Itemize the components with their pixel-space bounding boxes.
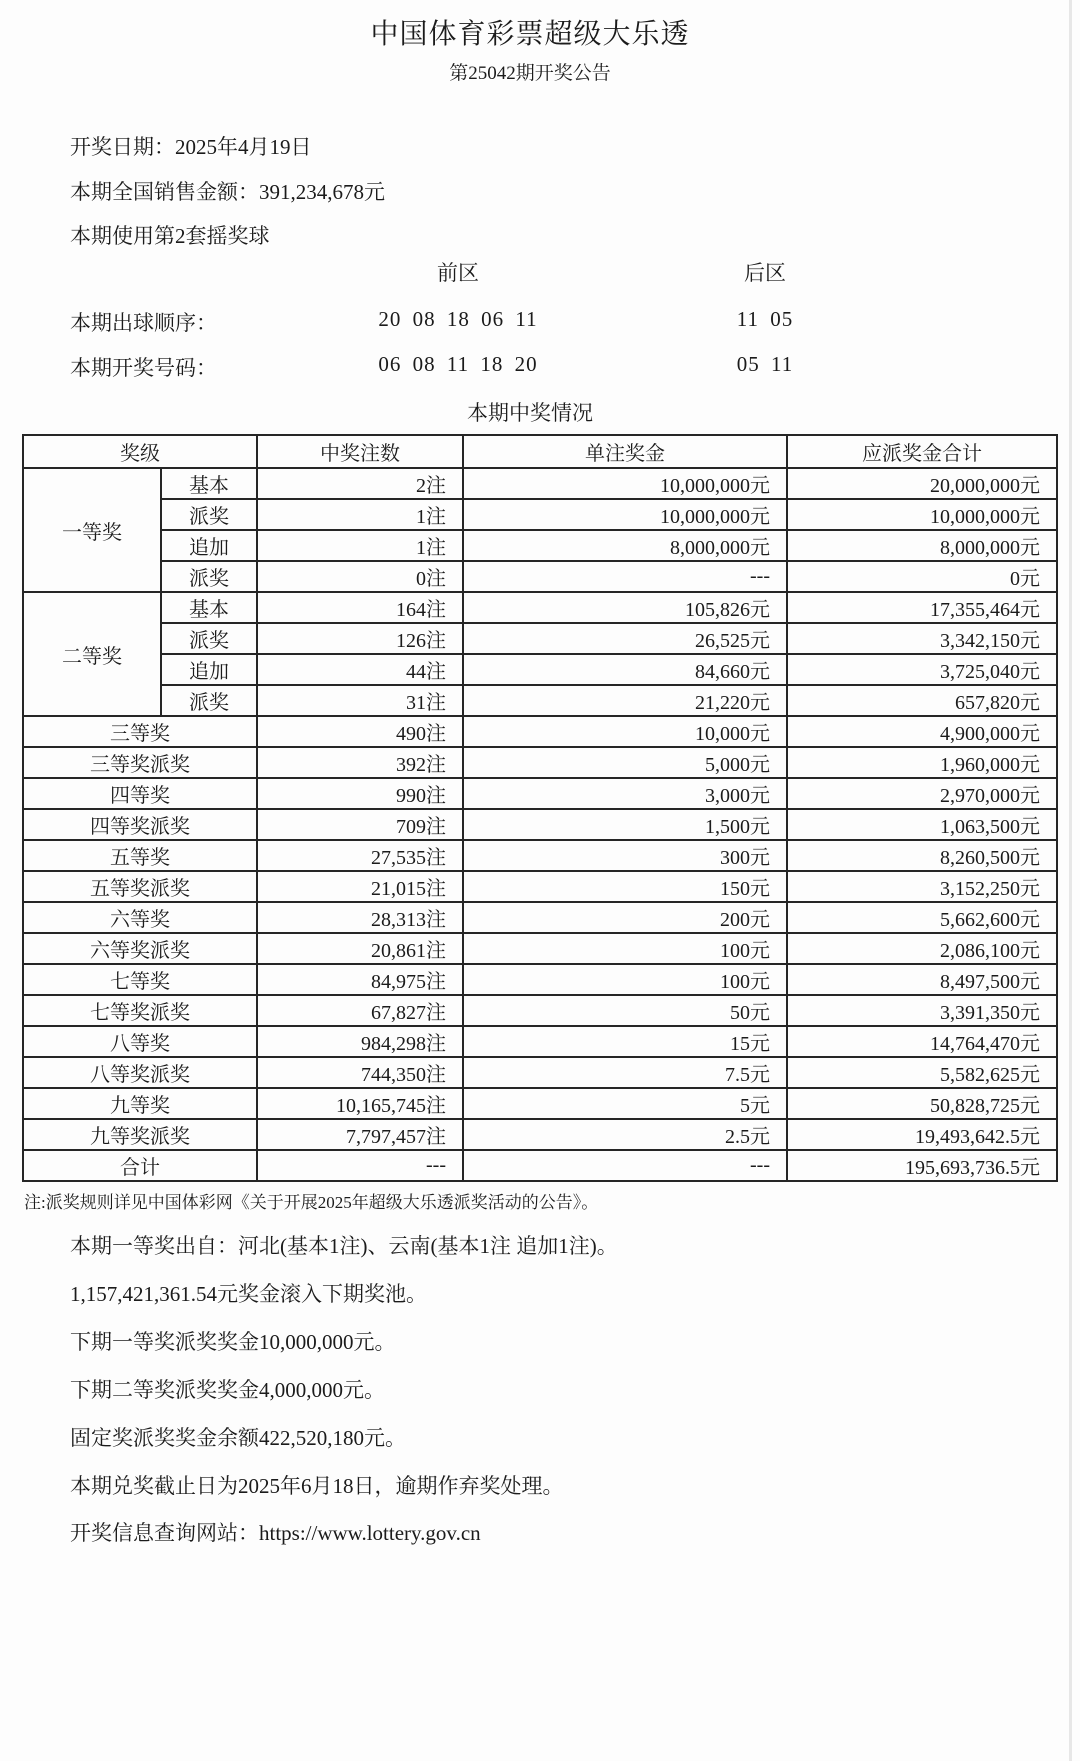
prize-value-cell: --- [463, 1150, 787, 1181]
prize-column-header: 单注奖金 [463, 435, 787, 468]
prize-table-row [23, 530, 1057, 561]
prize-label-cell: 三等奖 [23, 716, 257, 747]
prize-value-cell: --- [463, 561, 787, 592]
prize-table-row [23, 840, 1057, 871]
prize-value-cell: 657,820元 [787, 685, 1057, 716]
prize-value-cell: 7,797,457注 [257, 1119, 463, 1150]
winning-numbers-front: 06 08 11 18 20 [378, 352, 538, 376]
prize-label-cell: 八等奖 [23, 1026, 257, 1057]
prize-label-cell: 三等奖派奖 [23, 747, 257, 778]
prize-value-cell: 5,662,600元 [787, 902, 1057, 933]
prize-value-cell: 0元 [787, 561, 1057, 592]
prize-table-row [23, 1057, 1057, 1088]
prize-value-cell: 10,165,745注 [257, 1088, 463, 1119]
prize-table-row [23, 995, 1057, 1026]
prize-value-cell: 2,086,100元 [787, 933, 1057, 964]
prize-label-cell: 派奖 [161, 499, 257, 530]
prize-value-cell: 105,826元 [463, 592, 787, 623]
prize-table-header-row [23, 435, 1057, 468]
prize-value-cell: 84,975注 [257, 964, 463, 995]
sales-amount-line: 本期全国销售金额：391,234,678元 [70, 180, 385, 204]
prize-column-header: 奖级 [23, 435, 257, 468]
page-edge-divider [1069, 0, 1072, 1761]
prize-value-cell: 10,000,000元 [463, 468, 787, 499]
prize-value-cell: 21,015注 [257, 871, 463, 902]
prize-value-cell: 2,970,000元 [787, 778, 1057, 809]
prize-label-cell: 八等奖派奖 [23, 1057, 257, 1088]
prize-table-row [23, 1026, 1057, 1057]
draw-date-line: 开奖日期：2025年4月19日 [70, 135, 312, 159]
prize-value-cell: 0注 [257, 561, 463, 592]
prize-label-cell: 一等奖 [23, 468, 161, 592]
next-first-prize-bonus: 下期一等奖派奖奖金10,000,000元。 [70, 1330, 396, 1354]
prize-value-cell: 31注 [257, 685, 463, 716]
prize-value-cell: 709注 [257, 809, 463, 840]
prize-label-cell: 四等奖 [23, 778, 257, 809]
prize-label-cell: 追加 [161, 654, 257, 685]
prize-value-cell: 3,342,150元 [787, 623, 1057, 654]
prize-value-cell: 10,000元 [463, 716, 787, 747]
prize-value-cell: 44注 [257, 654, 463, 685]
back-zone-label: 后区 [744, 261, 786, 285]
prize-value-cell: 4,900,000元 [787, 716, 1057, 747]
prize-value-cell: 15元 [463, 1026, 787, 1057]
prize-label-cell: 六等奖派奖 [23, 933, 257, 964]
prize-table-row [23, 871, 1057, 902]
prize-table-head [23, 435, 1057, 468]
prize-value-cell: 100元 [463, 964, 787, 995]
prize-value-cell: 3,725,040元 [787, 654, 1057, 685]
prize-label-cell: 五等奖 [23, 840, 257, 871]
prize-value-cell: 2注 [257, 468, 463, 499]
prize-value-cell: 300元 [463, 840, 787, 871]
prize-table-row [23, 716, 1057, 747]
prize-table-row [23, 809, 1057, 840]
prize-value-cell: 150元 [463, 871, 787, 902]
prize-table-row [23, 778, 1057, 809]
prize-table-body [23, 468, 1057, 1181]
prize-value-cell: 990注 [257, 778, 463, 809]
prize-table-row [23, 964, 1057, 995]
prize-section-title: 本期中奖情况 [467, 401, 593, 425]
prize-value-cell: 50,828,725元 [787, 1088, 1057, 1119]
prize-value-cell: 1,063,500元 [787, 809, 1057, 840]
prize-value-cell: 10,000,000元 [463, 499, 787, 530]
prize-label-cell: 派奖 [161, 561, 257, 592]
draw-order-front-numbers: 20 08 18 06 11 [378, 307, 538, 331]
prize-label-cell: 七等奖派奖 [23, 995, 257, 1026]
prize-table-row [23, 623, 1057, 654]
prize-table-row [23, 1119, 1057, 1150]
prize-label-cell: 二等奖 [23, 592, 161, 716]
prize-value-cell: 1注 [257, 530, 463, 561]
prize-value-cell: 20,000,000元 [787, 468, 1057, 499]
prize-value-cell: 8,260,500元 [787, 840, 1057, 871]
prize-value-cell: 392注 [257, 747, 463, 778]
prize-value-cell: 100元 [463, 933, 787, 964]
prize-label-cell: 派奖 [161, 623, 257, 654]
prize-label-cell: 四等奖派奖 [23, 809, 257, 840]
prize-value-cell: 84,660元 [463, 654, 787, 685]
prize-value-cell: 984,298注 [257, 1026, 463, 1057]
prize-label-cell: 追加 [161, 530, 257, 561]
prize-table-row [23, 1088, 1057, 1119]
ball-set-line: 本期使用第2套摇奖球 [70, 224, 270, 248]
prize-label-cell: 六等奖 [23, 902, 257, 933]
prize-table [22, 434, 1058, 1182]
prize-column-header: 应派奖金合计 [787, 435, 1057, 468]
prize-table-row [23, 561, 1057, 592]
prize-table-row [23, 902, 1057, 933]
prize-value-cell: 8,000,000元 [787, 530, 1057, 561]
prize-label-cell: 九等奖 [23, 1088, 257, 1119]
prize-column-header: 中奖注数 [257, 435, 463, 468]
prize-value-cell: 5,000元 [463, 747, 787, 778]
prize-value-cell: 21,220元 [463, 685, 787, 716]
rollover-amount: 1,157,421,361.54元奖金滚入下期奖池。 [70, 1282, 427, 1306]
prize-table-row [23, 499, 1057, 530]
prize-value-cell: 7.5元 [463, 1057, 787, 1088]
prize-value-cell: 195,693,736.5元 [787, 1150, 1057, 1181]
prize-label-cell: 九等奖派奖 [23, 1119, 257, 1150]
prize-value-cell: 164注 [257, 592, 463, 623]
prize-value-cell: 27,535注 [257, 840, 463, 871]
prize-value-cell: 1,500元 [463, 809, 787, 840]
prize-value-cell: 19,493,642.5元 [787, 1119, 1057, 1150]
prize-value-cell: 28,313注 [257, 902, 463, 933]
prize-value-cell: 2.5元 [463, 1119, 787, 1150]
prize-value-cell: 1注 [257, 499, 463, 530]
prize-value-cell: 14,764,470元 [787, 1026, 1057, 1057]
page-title: 中国体育彩票超级大乐透 [370, 19, 690, 50]
prize-value-cell: 3,391,350元 [787, 995, 1057, 1026]
draw-order-label: 本期出球顺序： [70, 311, 217, 335]
prize-value-cell: 10,000,000元 [787, 499, 1057, 530]
prize-value-cell: 5元 [463, 1088, 787, 1119]
prize-value-cell: 67,827注 [257, 995, 463, 1026]
next-second-prize-bonus: 下期二等奖派奖奖金4,000,000元。 [70, 1378, 385, 1402]
prize-table-row [23, 685, 1057, 716]
query-website: 开奖信息查询网站：https://www.lottery.gov.cn [70, 1521, 481, 1545]
prize-label-cell: 七等奖 [23, 964, 257, 995]
winning-numbers-label: 本期开奖号码： [70, 356, 217, 380]
prize-value-cell: 3,152,250元 [787, 871, 1057, 902]
prize-value-cell: 490注 [257, 716, 463, 747]
prize-value-cell: 744,350注 [257, 1057, 463, 1088]
prize-table-row [23, 933, 1057, 964]
prize-value-cell: 26,525元 [463, 623, 787, 654]
prize-value-cell: 200元 [463, 902, 787, 933]
prize-value-cell: 126注 [257, 623, 463, 654]
prize-table-row [23, 592, 1057, 623]
front-zone-label: 前区 [437, 261, 479, 285]
prize-value-cell: 5,582,625元 [787, 1057, 1057, 1088]
winning-numbers-back: 05 11 [736, 352, 794, 376]
prize-value-cell: 3,000元 [463, 778, 787, 809]
prize-value-cell: 17,355,464元 [787, 592, 1057, 623]
prize-value-cell: 1,960,000元 [787, 747, 1057, 778]
prize-value-cell: 20,861注 [257, 933, 463, 964]
prize-value-cell: --- [257, 1150, 463, 1181]
fixed-prize-balance: 固定奖派奖奖金余额422,520,180元。 [70, 1426, 406, 1450]
prize-table-row [23, 654, 1057, 685]
prize-value-cell: 8,497,500元 [787, 964, 1057, 995]
prize-table-row [23, 1150, 1057, 1181]
page-subtitle: 第25042期开奖公告 [449, 63, 611, 84]
prize-table-row [23, 747, 1057, 778]
prize-label-cell: 基本 [161, 592, 257, 623]
prize-value-cell: 8,000,000元 [463, 530, 787, 561]
prize-label-cell: 合计 [23, 1150, 257, 1181]
prize-table-row [23, 468, 1057, 499]
prize-label-cell: 派奖 [161, 685, 257, 716]
prize-value-cell: 50元 [463, 995, 787, 1026]
first-prize-source: 本期一等奖出自：河北(基本1注)、云南(基本1注 追加1注)。 [70, 1234, 618, 1258]
draw-order-back-numbers: 11 05 [736, 307, 794, 331]
prize-label-cell: 五等奖派奖 [23, 871, 257, 902]
claim-deadline: 本期兑奖截止日为2025年6月18日，逾期作弃奖处理。 [70, 1474, 564, 1498]
prize-table-footnote: 注:派奖规则详见中国体彩网《关于开展2025年超级大乐透派奖活动的公告》。 [24, 1193, 599, 1212]
prize-label-cell: 基本 [161, 468, 257, 499]
